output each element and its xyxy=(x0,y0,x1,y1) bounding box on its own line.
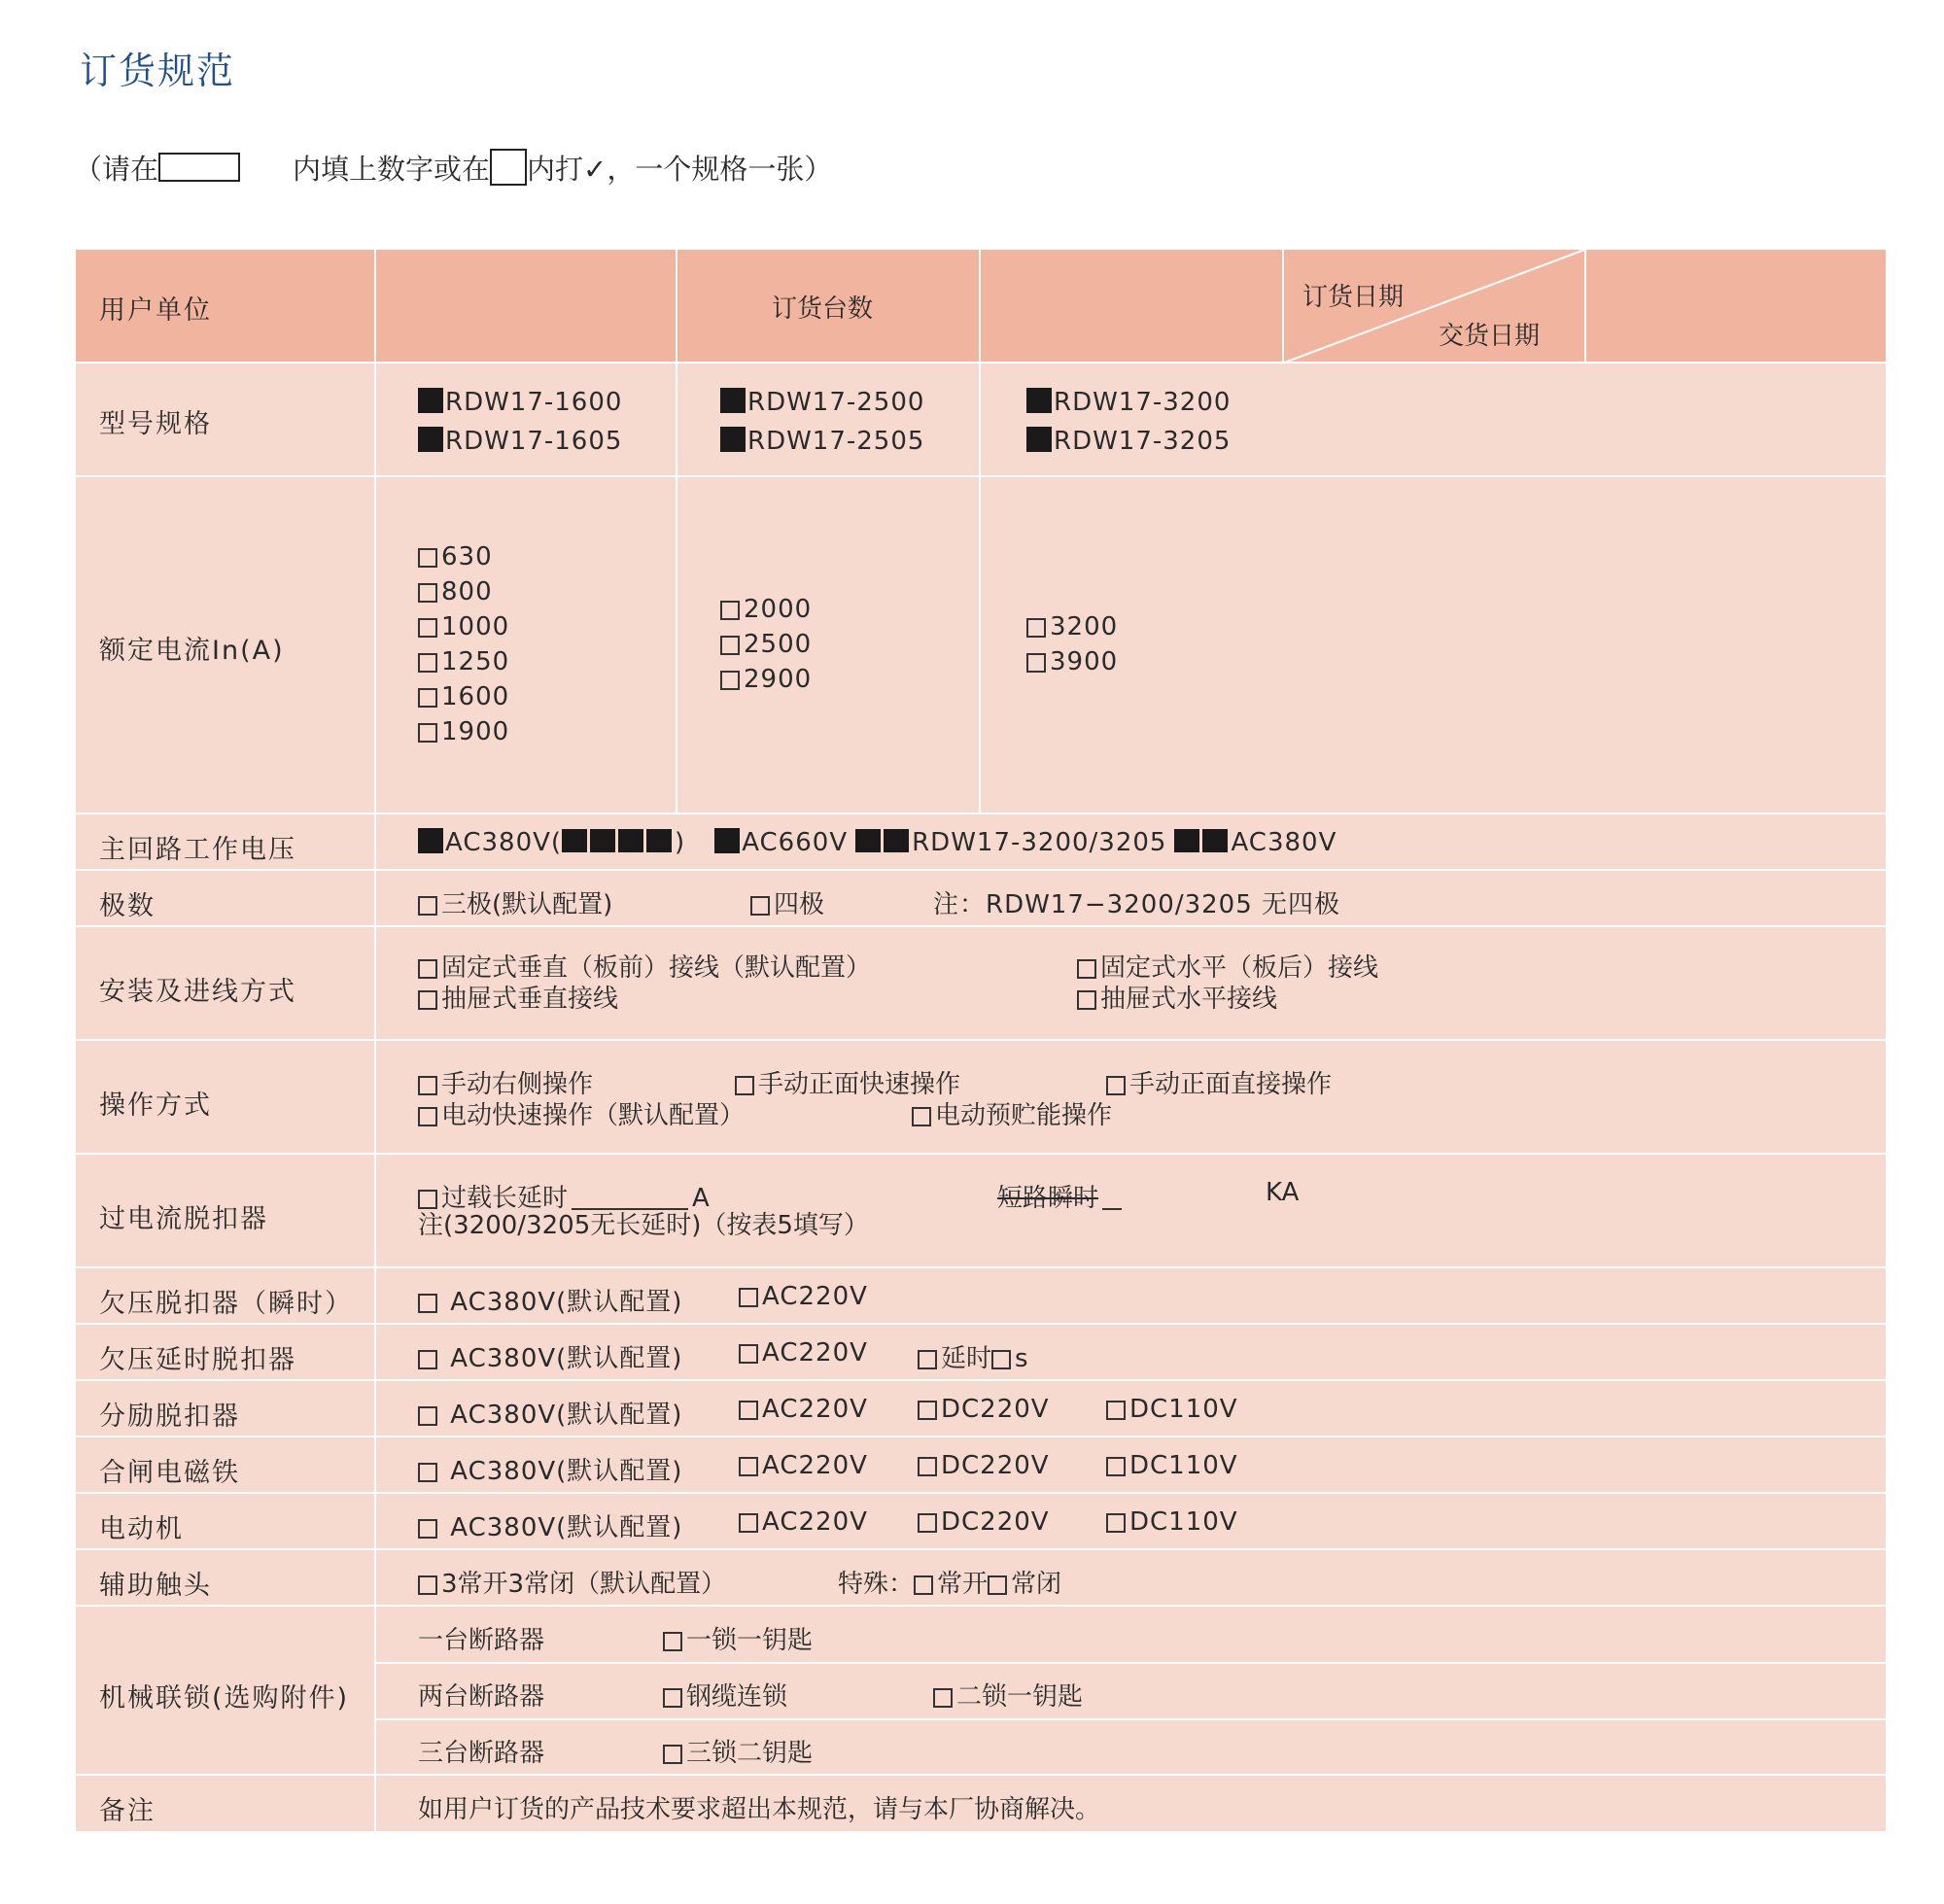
interlock-three-option[interactable]: 三锁二钥匙 xyxy=(663,1733,813,1769)
install-row xyxy=(76,927,1886,1041)
closing-option-b[interactable]: AC220V xyxy=(739,1451,868,1480)
poles-row xyxy=(76,871,1886,927)
checkbox[interactable] xyxy=(1026,653,1046,673)
interlock-one-option[interactable]: 一锁一钥匙 xyxy=(663,1620,813,1656)
interlock-row xyxy=(76,1607,1886,1776)
model-option[interactable]: RDW17-1605 xyxy=(445,427,623,456)
current-option: 1000 xyxy=(441,612,510,641)
closing-label: 合闸电磁铁 xyxy=(99,1458,240,1488)
checkbox[interactable] xyxy=(418,896,437,916)
shunt-option-d[interactable]: DC110V xyxy=(1106,1395,1238,1424)
current-option: 3900 xyxy=(1050,647,1119,676)
checkbox[interactable] xyxy=(739,1344,758,1364)
filled-box-icon xyxy=(1174,829,1199,852)
instruction-line xyxy=(74,148,832,188)
checkbox[interactable] xyxy=(1106,1457,1126,1476)
checkbox[interactable] xyxy=(912,1107,931,1126)
short-circuit-instant: 短路瞬时 xyxy=(997,1178,1126,1214)
remark-label: 备注 xyxy=(99,1796,156,1826)
filled-box-icon xyxy=(418,828,443,853)
current-option: 1600 xyxy=(441,682,510,711)
motor-label: 电动机 xyxy=(99,1514,184,1544)
checkbox[interactable] xyxy=(735,1076,754,1095)
checkbox[interactable] xyxy=(418,583,437,603)
current-col1 xyxy=(418,539,509,749)
model-option[interactable]: RDW17-3200 xyxy=(1054,388,1232,417)
shunt-row xyxy=(76,1381,1886,1437)
current-option: 2500 xyxy=(744,630,813,659)
interlock-label: 机械联锁(选购附件) xyxy=(99,1683,350,1714)
current-label: 额定电流In(A) xyxy=(99,636,285,666)
order-qty-label: 订货台数 xyxy=(772,294,874,324)
interlock-one: 一台断路器 xyxy=(418,1626,545,1655)
operation-option-b[interactable]: 手动正面快速操作 xyxy=(735,1064,960,1100)
checkbox[interactable] xyxy=(988,1575,1007,1595)
column-divider xyxy=(1282,250,1284,363)
checkbox[interactable] xyxy=(418,1294,437,1313)
interlock-divider xyxy=(375,1662,1886,1664)
checkbox[interactable] xyxy=(914,1575,933,1595)
checkbox[interactable] xyxy=(418,723,437,743)
checkbox[interactable] xyxy=(418,1575,437,1595)
page-title: 订货规范 xyxy=(80,50,236,92)
undervoltage-option-b[interactable]: AC220V xyxy=(739,1282,868,1311)
closing-option-a[interactable]: AC380V(默认配置) xyxy=(418,1451,682,1487)
checkbox[interactable] xyxy=(918,1513,937,1533)
checkbox[interactable] xyxy=(739,1401,758,1420)
checkbox[interactable] xyxy=(418,1463,437,1482)
poles-option-b[interactable]: 四极 xyxy=(750,884,824,920)
current-option: 2900 xyxy=(744,665,813,694)
checkbox[interactable] xyxy=(418,1350,437,1369)
install-col1 xyxy=(418,952,871,1015)
model-col2 xyxy=(720,385,924,459)
checkbox[interactable] xyxy=(418,1107,437,1126)
filled-box-icon xyxy=(618,829,643,852)
voltage-row xyxy=(76,814,1886,871)
install-option-c[interactable]: 抽屉式垂直接线 xyxy=(418,984,871,1015)
motor-option-d[interactable]: DC110V xyxy=(1106,1507,1238,1537)
closing-option-c[interactable]: DC220V xyxy=(918,1451,1050,1480)
checkbox[interactable] xyxy=(1077,990,1096,1010)
filled-box-icon xyxy=(1026,388,1052,413)
filled-box-icon xyxy=(562,829,587,852)
short-circuit-value-field[interactable] xyxy=(1102,1187,1122,1210)
column-divider xyxy=(374,250,376,1831)
current-option: 3200 xyxy=(1050,612,1119,641)
overcurrent-label: 过电流脱扣器 xyxy=(99,1204,268,1234)
overcurrent-row xyxy=(76,1155,1886,1268)
checkbox[interactable] xyxy=(739,1288,758,1307)
install-option-b[interactable]: 固定式水平（板后）接线 xyxy=(1077,952,1378,984)
overcurrent-note: 注(3200/3205无长延时)（按表5填写） xyxy=(418,1211,869,1240)
filled-box-icon xyxy=(855,829,881,852)
closing-option-d[interactable]: DC110V xyxy=(1106,1451,1238,1480)
checkbox[interactable] xyxy=(418,959,437,979)
shunt-option-c[interactable]: DC220V xyxy=(918,1395,1050,1424)
user-unit-field[interactable] xyxy=(406,269,698,347)
instruction-part1: （请在 xyxy=(74,153,159,186)
model-row xyxy=(76,363,1886,477)
aux-option-a[interactable]: 3常开3常闭（默认配置） xyxy=(418,1564,726,1600)
filled-box-icon xyxy=(720,427,746,452)
filled-box-icon xyxy=(1202,829,1228,852)
order-form xyxy=(76,250,1886,1831)
remark-text: 如用户订货的产品技术要求超出本规范，请与本厂协商解决。 xyxy=(418,1795,1101,1824)
overload-long-delay: 过载长延时 A xyxy=(418,1178,710,1214)
checkbox[interactable] xyxy=(739,1513,758,1533)
motor-option-c[interactable]: DC220V xyxy=(918,1507,1050,1537)
filled-box-icon xyxy=(884,829,909,852)
poles-note: 注：RDW17−3200/3205 无四极 xyxy=(933,890,1341,919)
operation-label: 操作方式 xyxy=(99,1090,212,1121)
current-col2 xyxy=(720,592,812,697)
poles-label: 极数 xyxy=(99,891,156,921)
aux-row xyxy=(76,1550,1886,1607)
interlock-two: 两台断路器 xyxy=(418,1682,545,1712)
checkbox[interactable] xyxy=(918,1350,937,1369)
model-label: 型号规格 xyxy=(99,409,212,439)
checkbox[interactable] xyxy=(418,548,437,568)
current-option: 800 xyxy=(441,577,493,606)
current-col3 xyxy=(1026,609,1118,679)
checkbox[interactable] xyxy=(1026,618,1046,638)
checkbox[interactable] xyxy=(1106,1076,1126,1095)
filled-box-icon xyxy=(720,388,746,413)
model-option[interactable]: RDW17-2500 xyxy=(747,388,925,417)
current-option: 1250 xyxy=(441,647,510,676)
checkbox[interactable] xyxy=(918,1401,937,1420)
motor-option-b[interactable]: AC220V xyxy=(739,1507,868,1537)
checkbox[interactable] xyxy=(720,601,740,620)
uvd-option-a[interactable]: AC380V(默认配置) xyxy=(418,1338,682,1374)
checkbox[interactable] xyxy=(663,1688,682,1708)
filled-box-icon xyxy=(418,427,443,452)
model-option[interactable]: RDW17-1600 xyxy=(445,388,623,417)
user-unit-label: 用户单位 xyxy=(99,295,212,326)
model-col1 xyxy=(418,385,622,459)
interlock-divider xyxy=(375,1718,1886,1720)
checkbox[interactable] xyxy=(418,1519,437,1539)
operation-option-e[interactable]: 电动预贮能操作 xyxy=(912,1095,1112,1131)
header-row xyxy=(76,250,1886,363)
voltage-options xyxy=(418,828,1336,857)
operation-row xyxy=(76,1041,1886,1155)
column-divider xyxy=(979,250,981,814)
install-option-d[interactable]: 抽屉式水平接线 xyxy=(1077,984,1378,1015)
interlock-three: 三台断路器 xyxy=(418,1739,545,1768)
current-option: 2000 xyxy=(744,595,813,624)
shunt-option-b[interactable]: AC220V xyxy=(739,1395,868,1424)
checkbox[interactable] xyxy=(720,636,740,655)
install-col2 xyxy=(1077,952,1378,1015)
checkbox[interactable] xyxy=(663,1745,682,1764)
uvd-option-c[interactable]: 延时 s xyxy=(918,1338,1028,1374)
checkbox[interactable] xyxy=(918,1457,937,1476)
interlock-two-option-b[interactable]: 二锁一钥匙 xyxy=(933,1677,1083,1713)
filled-box-icon xyxy=(418,388,443,413)
checkbox[interactable] xyxy=(663,1632,682,1651)
column-divider xyxy=(676,250,677,814)
operation-option-a[interactable]: 手动右侧操作 xyxy=(418,1064,593,1100)
motor-row xyxy=(76,1494,1886,1550)
current-row xyxy=(76,477,1886,814)
model-option[interactable]: RDW17-2505 xyxy=(747,427,925,456)
checkbox[interactable] xyxy=(750,896,770,916)
checkbox[interactable] xyxy=(1077,959,1096,979)
closing-row xyxy=(76,1437,1886,1494)
checkbox[interactable] xyxy=(1106,1513,1126,1533)
diagonal-divider xyxy=(1282,250,1584,363)
voltage-label: 主回路工作电压 xyxy=(99,835,296,865)
number-box-sample xyxy=(158,153,240,182)
voltage-paren: ) xyxy=(675,828,686,857)
checkbox[interactable] xyxy=(418,653,437,673)
order-date-label: 订货日期 xyxy=(1302,283,1405,312)
voltage-option-c[interactable]: RDW17-3200/3205 xyxy=(912,828,1167,857)
install-option-a[interactable]: 固定式垂直（板前）接线（默认配置） xyxy=(418,952,871,984)
aux-special: 特殊： 常开 常闭 xyxy=(838,1570,1062,1599)
voltage-option-b[interactable]: AC660V xyxy=(742,828,849,857)
shunt-label: 分励脱扣器 xyxy=(99,1402,240,1432)
filled-box-icon xyxy=(1026,427,1052,452)
checkbox[interactable] xyxy=(1106,1401,1126,1420)
motor-option-a[interactable]: AC380V(默认配置) xyxy=(418,1507,682,1543)
shunt-option-a[interactable]: AC380V(默认配置) xyxy=(418,1395,682,1431)
checkbox-sample xyxy=(490,149,527,186)
ka-unit: KA xyxy=(1266,1178,1300,1207)
voltage-option-a[interactable]: AC380V( xyxy=(445,828,563,857)
undervoltage-option-a[interactable]: AC380V(默认配置) xyxy=(418,1282,682,1318)
checkbox[interactable] xyxy=(418,688,437,708)
instruction-part2: 内填上数字或在 xyxy=(293,153,491,186)
delivery-date-label: 交货日期 xyxy=(1439,322,1541,351)
operation-option-c[interactable]: 手动正面直接操作 xyxy=(1106,1064,1332,1100)
voltage-option-d[interactable]: AC380V xyxy=(1231,828,1337,857)
checkbox[interactable] xyxy=(418,618,437,638)
checkbox[interactable] xyxy=(418,1406,437,1426)
filled-box-icon xyxy=(590,829,615,852)
instruction-part3: 内打✓，一个规格一张） xyxy=(527,153,833,186)
undervoltage-delay-label: 欠压延时脱扣器 xyxy=(99,1345,296,1375)
delay-value-box[interactable] xyxy=(991,1350,1011,1369)
checkbox[interactable] xyxy=(933,1688,953,1708)
checkbox[interactable] xyxy=(418,990,437,1010)
undervoltage-row xyxy=(76,1268,1886,1325)
undervoltage-label: 欠压脱扣器（瞬时） xyxy=(99,1289,353,1319)
undervoltage-delay-row xyxy=(76,1325,1886,1381)
checkbox[interactable] xyxy=(739,1457,758,1476)
aux-label: 辅助触头 xyxy=(99,1571,212,1601)
current-option: 630 xyxy=(441,542,493,571)
model-option[interactable]: RDW17-3205 xyxy=(1054,427,1232,456)
poles-option-a[interactable]: 三极(默认配置) xyxy=(418,884,612,920)
checkbox[interactable] xyxy=(720,671,740,690)
filled-box-icon xyxy=(714,828,740,853)
operation-option-d[interactable]: 电动快速操作（默认配置） xyxy=(418,1095,745,1131)
model-col3 xyxy=(1026,385,1231,459)
checkbox[interactable] xyxy=(418,1076,437,1095)
column-divider xyxy=(1584,250,1586,363)
filled-box-icon xyxy=(646,829,672,852)
install-label: 安装及进线方式 xyxy=(99,977,296,1007)
date-field[interactable] xyxy=(1588,269,1870,347)
uvd-option-b[interactable]: AC220V xyxy=(739,1338,868,1367)
remark-row xyxy=(76,1776,1886,1831)
interlock-two-option-a[interactable]: 钢缆连锁 xyxy=(663,1677,787,1713)
current-option: 1900 xyxy=(441,717,510,746)
